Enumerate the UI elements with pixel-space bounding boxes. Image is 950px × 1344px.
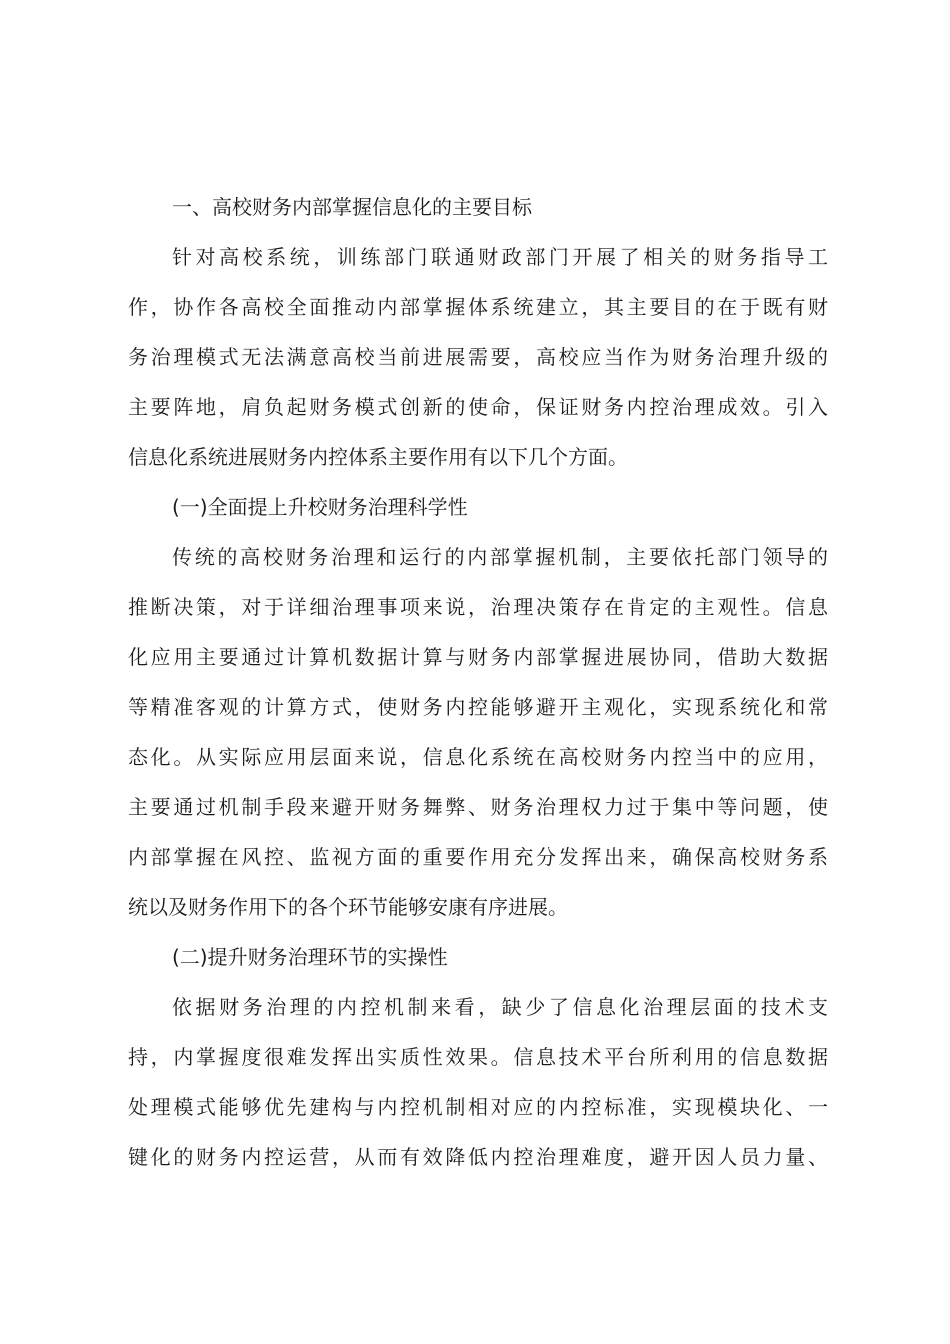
- intro-line-1: 针对高校系统，训练部门联通财政部门开展了相关的财务指导工: [172, 245, 828, 269]
- sub2-line-2: 持，内掌握度很难发挥出实质性效果。信息技术平台所利用的信息数据: [128, 1045, 828, 1069]
- document-body: [128, 182, 828, 1182]
- subsection-1-title: (一)全面提上升校财务治理科学性: [172, 495, 468, 519]
- intro-line-3: 务治理模式无法满意高校当前进展需要，高校应当作为财务治理升级的: [128, 345, 828, 369]
- sub1-line-1: 传统的高校财务治理和运行的内部掌握机制，主要依托部门领导的: [172, 545, 828, 569]
- section-title: 一、高校财务内部掌握信息化的主要目标: [172, 195, 532, 219]
- intro-paragraph: [128, 232, 828, 482]
- intro-line-4: 主要阵地，肩负起财务模式创新的使命，保证财务内控治理成效。引入: [128, 395, 828, 419]
- sub2-line-4: 键化的财务内控运营，从而有效降低内控治理难度，避开因人员力量、: [128, 1145, 828, 1169]
- sub1-line-6: 主要通过机制手段来避开财务舞弊、财务治理权力过于集中等问题，使: [128, 795, 828, 819]
- sub2-line-1: 依据财务治理的内控机制来看，缺少了信息化治理层面的技术支: [172, 995, 828, 1019]
- sub2-line-3: 处理模式能够优先建构与内控机制相对应的内控标准，实现模块化、一: [128, 1095, 828, 1119]
- subsection-2-paragraph: [128, 982, 828, 1182]
- sub1-line-4: 等精准客观的计算方式，使财务内控能够避开主观化，实现系统化和常: [128, 695, 828, 719]
- sub1-line-7: 内部掌握在风控、监视方面的重要作用充分发挥出来，确保高校财务系: [128, 845, 828, 869]
- intro-line-2: 作，协作各高校全面推动内部掌握体系统建立，其主要目的在于既有财: [128, 295, 828, 319]
- sub1-line-3: 化应用主要通过计算机数据计算与财务内部掌握进展协同，借助大数据: [128, 645, 828, 669]
- subsection-1-paragraph: [128, 532, 828, 932]
- sub1-line-2: 推断决策，对于详细治理事项来说，治理决策存在肯定的主观性。信息: [128, 595, 828, 619]
- sub1-line-5: 态化。从实际应用层面来说，信息化系统在高校财务内控当中的应用，: [128, 745, 828, 769]
- sub1-line-8: 统以及财务作用下的各个环节能够安康有序进展。: [128, 895, 568, 919]
- intro-line-5: 信息化系统进展财务内控体系主要作用有以下几个方面。: [128, 445, 628, 469]
- subsection-2-title: (二)提升财务治理环节的实操性: [172, 945, 448, 969]
